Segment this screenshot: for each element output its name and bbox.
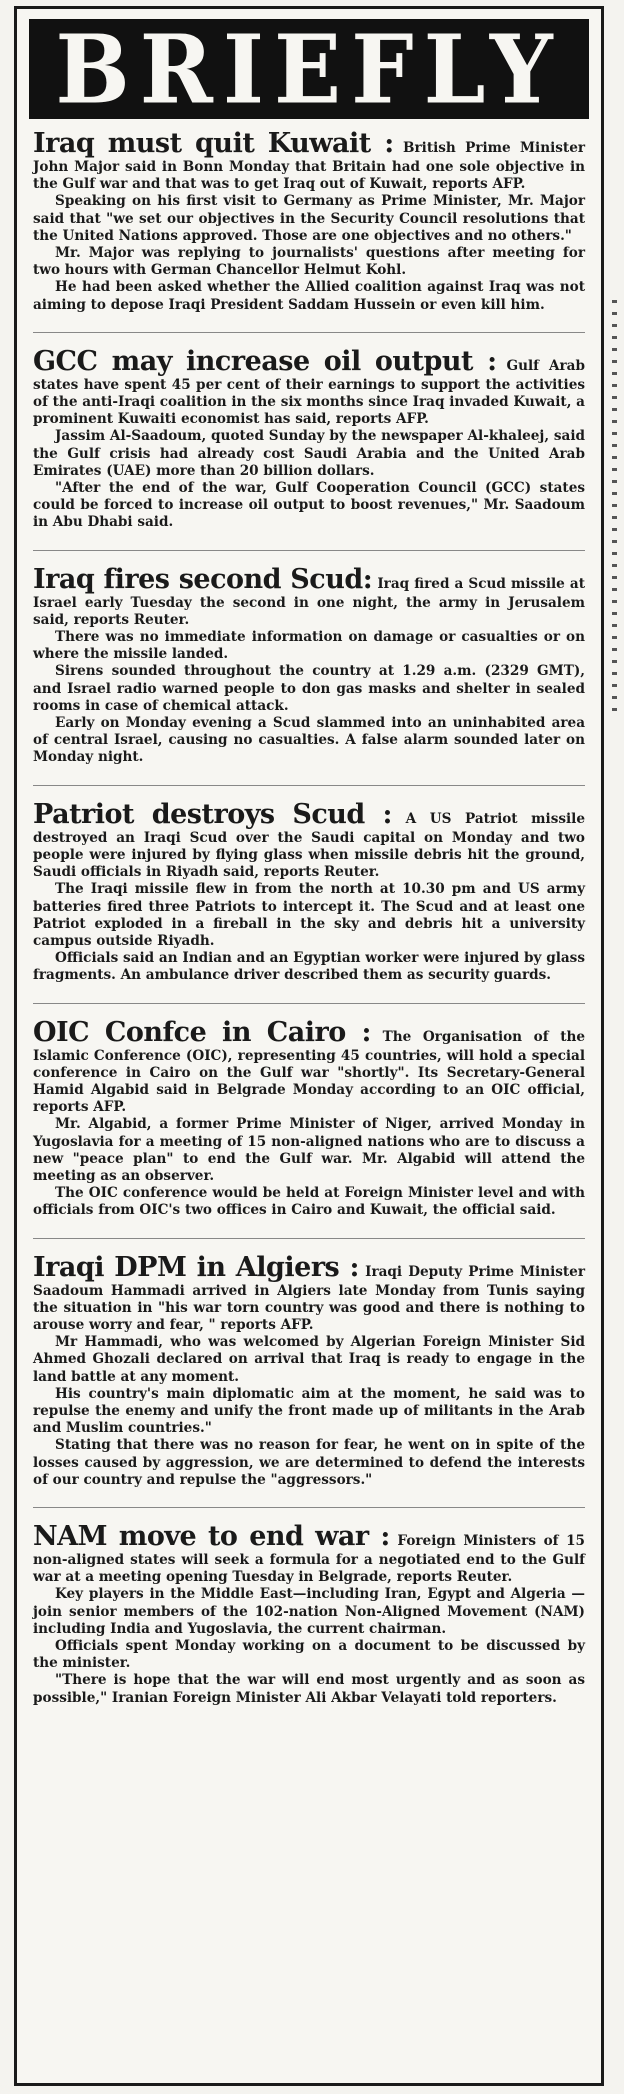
item-paragraph: Mr. Algabid, a former Prime Minister of Niger, arrived Monday in Yugoslavia for a meeting of 15 non-aligned nations who are to discuss a new "peace plan" to end the Gulf war. Mr. Algabid will attend the meeting as an observer.: [33, 1116, 585, 1184]
adjacent-column-edge: [610, 300, 624, 760]
item-lead: Iraq fired a Scud missile at Israel early Tuesday the second in one night, the army in Jerusalem said, reports Reuter.: [33, 575, 586, 628]
item-headline: Iraq fires second Scud:: [33, 563, 373, 595]
item-headline: NAM move to end war :: [33, 1520, 390, 1552]
item-paragraph: "There is hope that the war will end most urgently and as soon as possible," Iranian Foreign Minister Ali Akbar Velayati told reporters.: [33, 1672, 585, 1706]
item-headline: Iraqi DPM in Algiers :: [33, 1251, 359, 1283]
item-headline: OIC Confce in Cairo :: [33, 1016, 371, 1048]
item-headline: GCC may increase oil output :: [33, 345, 497, 377]
news-item-dpm-algiers: [33, 1253, 585, 1489]
masthead: [29, 12, 589, 126]
news-item-iraq-quit-kuwait: [33, 129, 585, 314]
item-paragraph: Stating that there was no reason for fear, he went on in spite of the losses caused by aggression, we are determined to defend the interests of our country and repulse the "aggressors.": [33, 1437, 585, 1488]
item-paragraph: There was no immediate information on damage or casualties or on where the missile landed.: [33, 629, 585, 663]
item-paragraph: Mr. Major was replying to journalists' questions after meeting for two hours with German Chancellor Helmut Kohl.: [33, 245, 585, 279]
news-item-oic-cairo: [33, 1018, 585, 1220]
item-paragraph: His country's main diplomatic aim at the moment, he said was to repulse the enemy and unify the front made up of militants in the Arab and Muslim countries.": [33, 1385, 585, 1437]
item-paragraph: Early on Monday evening a Scud slammed into an uninhabited area of central Israel, causing no casualties. A false alarm sounded later on Monday night.: [33, 715, 585, 766]
item-paragraph: Jassim Al-Saadoum, quoted Sunday by the newspaper Al-khaleej, said the Gulf crisis had already cost Saudi Arabia and the United Arab Emirates (UAE) more than 20 billion dollars.: [33, 428, 585, 479]
item-lead: Iraqi Deputy Prime Minister Saadoum Hammadi arrived in Algiers late Monday from Tunis saying the situation in "his war torn country was good and there is nothing to arouse worry and fear, " reports AFP.: [33, 1263, 585, 1333]
item-lead: A US Patriot missile destroyed an Iraqi Scud over the Saudi capital on Monday and two people were injured by flying glass when missile debris hit the ground, Saudi officials in Riyadh said, reports Reuter.: [33, 810, 585, 881]
item-divider: [33, 1003, 585, 1004]
item-divider: [33, 332, 585, 333]
news-item-gcc-oil: [33, 347, 585, 532]
item-divider: [33, 785, 585, 786]
item-paragraph: Sirens sounded throughout the country at 1.29 a.m. (2329 GMT), and Israel radio warned people to don gas masks and shelter in sealed rooms in case of chemical attack.: [33, 663, 585, 714]
masthead-title: BRIEFLY: [55, 12, 563, 126]
news-item-patriot: [33, 800, 585, 985]
item-paragraph: Mr Hammadi, who was welcomed by Algerian Foreign Minister Sid Ahmed Ghozali declared on arrival that Iraq is ready to engage in the land battle at any moment.: [33, 1334, 585, 1385]
item-divider: [33, 1507, 585, 1508]
item-lead: Gulf Arab states have spent 45 per cent of their earnings to support the activities of the anti-Iraqi coalition in the six months since Iraq invaded Kuwait, a prominent Kuwaiti economist has said, reports AFP.: [33, 357, 585, 428]
item-headline: Iraq must quit Kuwait :: [33, 128, 394, 159]
newspaper-column: [14, 6, 604, 2086]
news-item-nam: [33, 1522, 585, 1707]
item-paragraph: Speaking on his first visit to Germany as Prime Minister, Mr. Major said that "we set our objectives in the Security Council resolutions that the United Nations approved. Those are one objectives and no others.": [33, 193, 585, 244]
news-item-second-scud: [33, 565, 585, 767]
item-paragraph: The Iraqi missile flew in from the north at 10.30 pm and US army batteries fired three Patriots to intercept it. The Scud and at least one Patriot exploded in a fireball in the sky and debris hit a university campus outside Riyadh.: [33, 881, 585, 949]
item-lead: British Prime Minister John Major said in Bonn Monday that Britain had one sole objective in the Gulf war and that was to get Iraq out of Kuwait, reports AFP.: [33, 140, 585, 193]
news-briefs: [17, 119, 601, 1707]
item-paragraph: Key players in the Middle East—including Iran, Egypt and Algeria —join senior members of the 102-nation Non-Aligned Movement (NAM) including India and Yugoslavia, the current chairman.: [33, 1586, 585, 1637]
item-paragraph: Officials spent Monday working on a document to be discussed by the minister.: [33, 1638, 585, 1672]
item-divider: [33, 550, 585, 551]
item-paragraph: He had been asked whether the Allied coalition against Iraq was not aiming to depose Iraqi President Saddam Hussein or even kill him.: [33, 279, 585, 313]
item-paragraph: Officials said an Indian and an Egyptian worker were injured by glass fragments. An ambulance driver described them as security guards.: [33, 950, 585, 984]
item-paragraph: "After the end of the war, Gulf Cooperation Council (GCC) states could be forced to increase oil output to boost revenues," Mr. Saadoum in Abu Dhabi said.: [33, 480, 585, 531]
item-lead: Foreign Ministers of 15 non-aligned states will seek a formula for a negotiated end to the Gulf war at a meeting opening Tuesday in Belgrade, reports Reuter.: [33, 1532, 586, 1586]
item-paragraph: The OIC conference would be held at Foreign Minister level and with officials from OIC's two offices in Cairo and Kuwait, the official said.: [33, 1185, 585, 1219]
item-lead: The Organisation of the Islamic Conference (OIC), representing 45 countries, will hold a special conference in Cairo on the Gulf war "shortly". Its Secretary-General Hamid Algabid said in Belgrade Monday according to an OIC official, reports AFP.: [33, 1028, 586, 1116]
item-divider: [33, 1238, 585, 1239]
item-headline: Patriot destroys Scud :: [33, 798, 393, 830]
